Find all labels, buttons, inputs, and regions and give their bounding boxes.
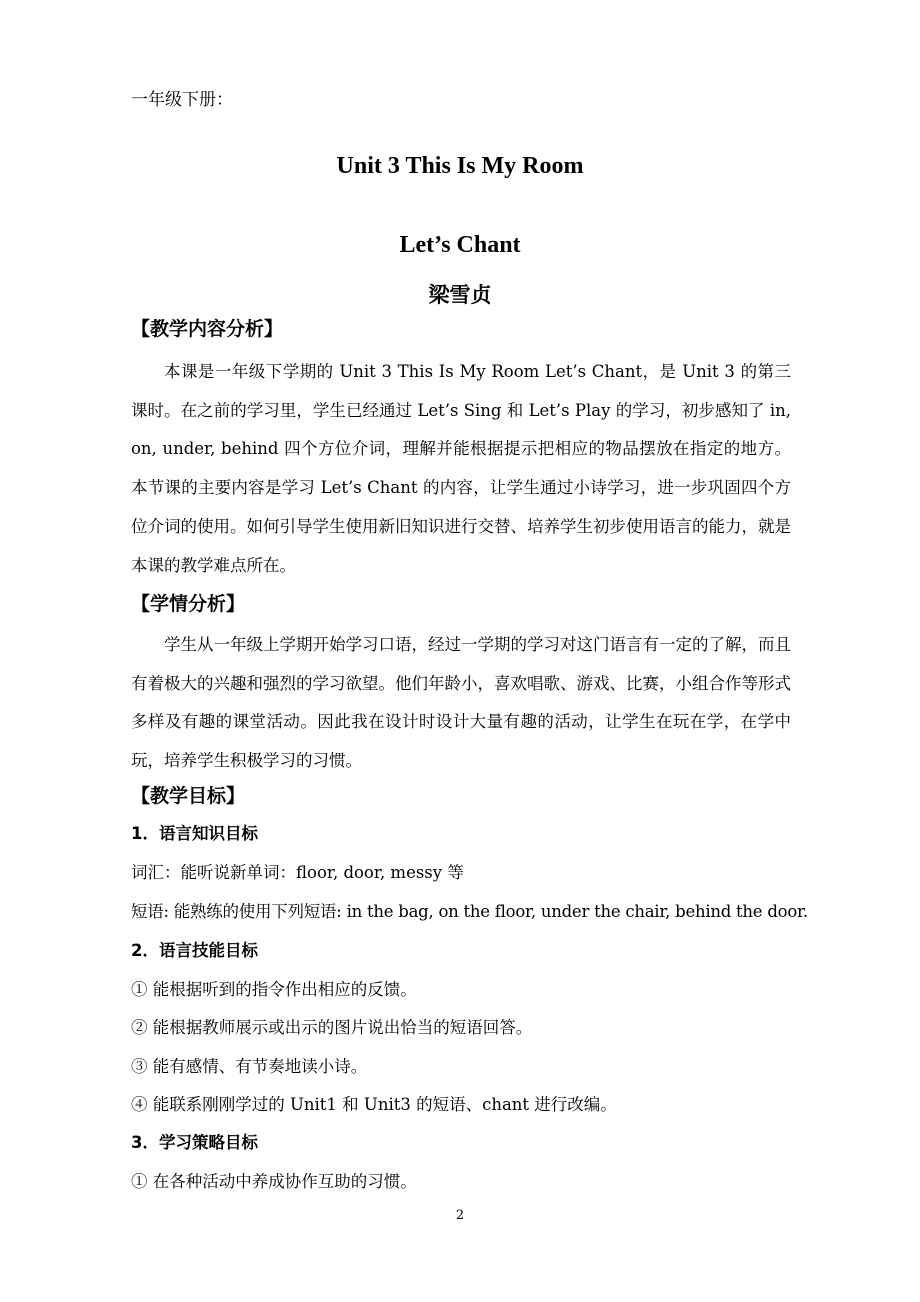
vocabulary-line: 词汇：能听说新单词：floor, door, messy 等	[131, 863, 464, 882]
page-number: 2	[455, 1208, 465, 1223]
student-analysis-paragraph: 学生从一年级上学期开始学习口语，经过一学期的学习对这门语言有一定的了解，而且有着极大的兴趣和强烈的学习欲望。他们年龄小，喜欢唱歌、游戏、比赛，小组合作等形式多样及有趣的课堂活动。因此我在设计时设计大量有趣的活动，让学生在玩在学，在学中玩，培养学生积极学习的习惯。	[131, 635, 791, 771]
lesson-title: Let’s Chant	[399, 232, 521, 258]
objective-skills-title: 2．语言技能目标	[131, 941, 258, 960]
objective-strategy-title: 3．学习策略目标	[131, 1133, 258, 1152]
objective-knowledge-title: 1．语言知识目标	[131, 824, 258, 843]
content-analysis-paragraph: 本课是一年级下学期的 Unit 3 This Is My Room Let’s Chant，是 Unit 3 的第三课时。在之前的学习里，学生已经通过 Let’s Sing 和 Let’s Play 的学习，初步感知了 in, on, under, behind 四个方位介词，理解并能根据提示把相应的物品摆放在指定的地方。本节课的主要内容是学习 Let’s Chant 的内容，让学生通过小诗学习，进一步巩固四个方位介词的使用。如何引导学生使用新旧知识进行交替、培养学生初步使用语言的能力，就是本课的教学难点所在。	[131, 362, 791, 575]
section-heading-objectives: 【教学目标】	[131, 785, 246, 807]
unit-title: Unit 3 This Is My Room	[336, 153, 584, 179]
strategy-item: ① 在各种活动中养成协作互助的习惯。	[131, 1172, 417, 1191]
author-name: 梁雪贞	[428, 282, 492, 307]
skill-item: ① 能根据听到的指令作出相应的反馈。	[131, 980, 417, 999]
skill-item: ② 能根据教师展示或出示的图片说出恰当的短语回答。	[131, 1018, 533, 1037]
skill-item: ④ 能联系刚刚学过的 Unit1 和 Unit3 的短语、chant 进行改编。	[131, 1095, 617, 1114]
phrases-line: 短语: 能熟练的使用下列短语: in the bag, on the floor, under the chair, behind the door.	[131, 902, 808, 921]
skill-item: ③ 能有感情、有节奏地读小诗。	[131, 1057, 368, 1076]
section-heading-student-analysis: 【学情分析】	[131, 593, 246, 615]
grade-label: 一年级下册：	[131, 90, 233, 110]
section-heading-content-analysis: 【教学内容分析】	[131, 318, 284, 340]
